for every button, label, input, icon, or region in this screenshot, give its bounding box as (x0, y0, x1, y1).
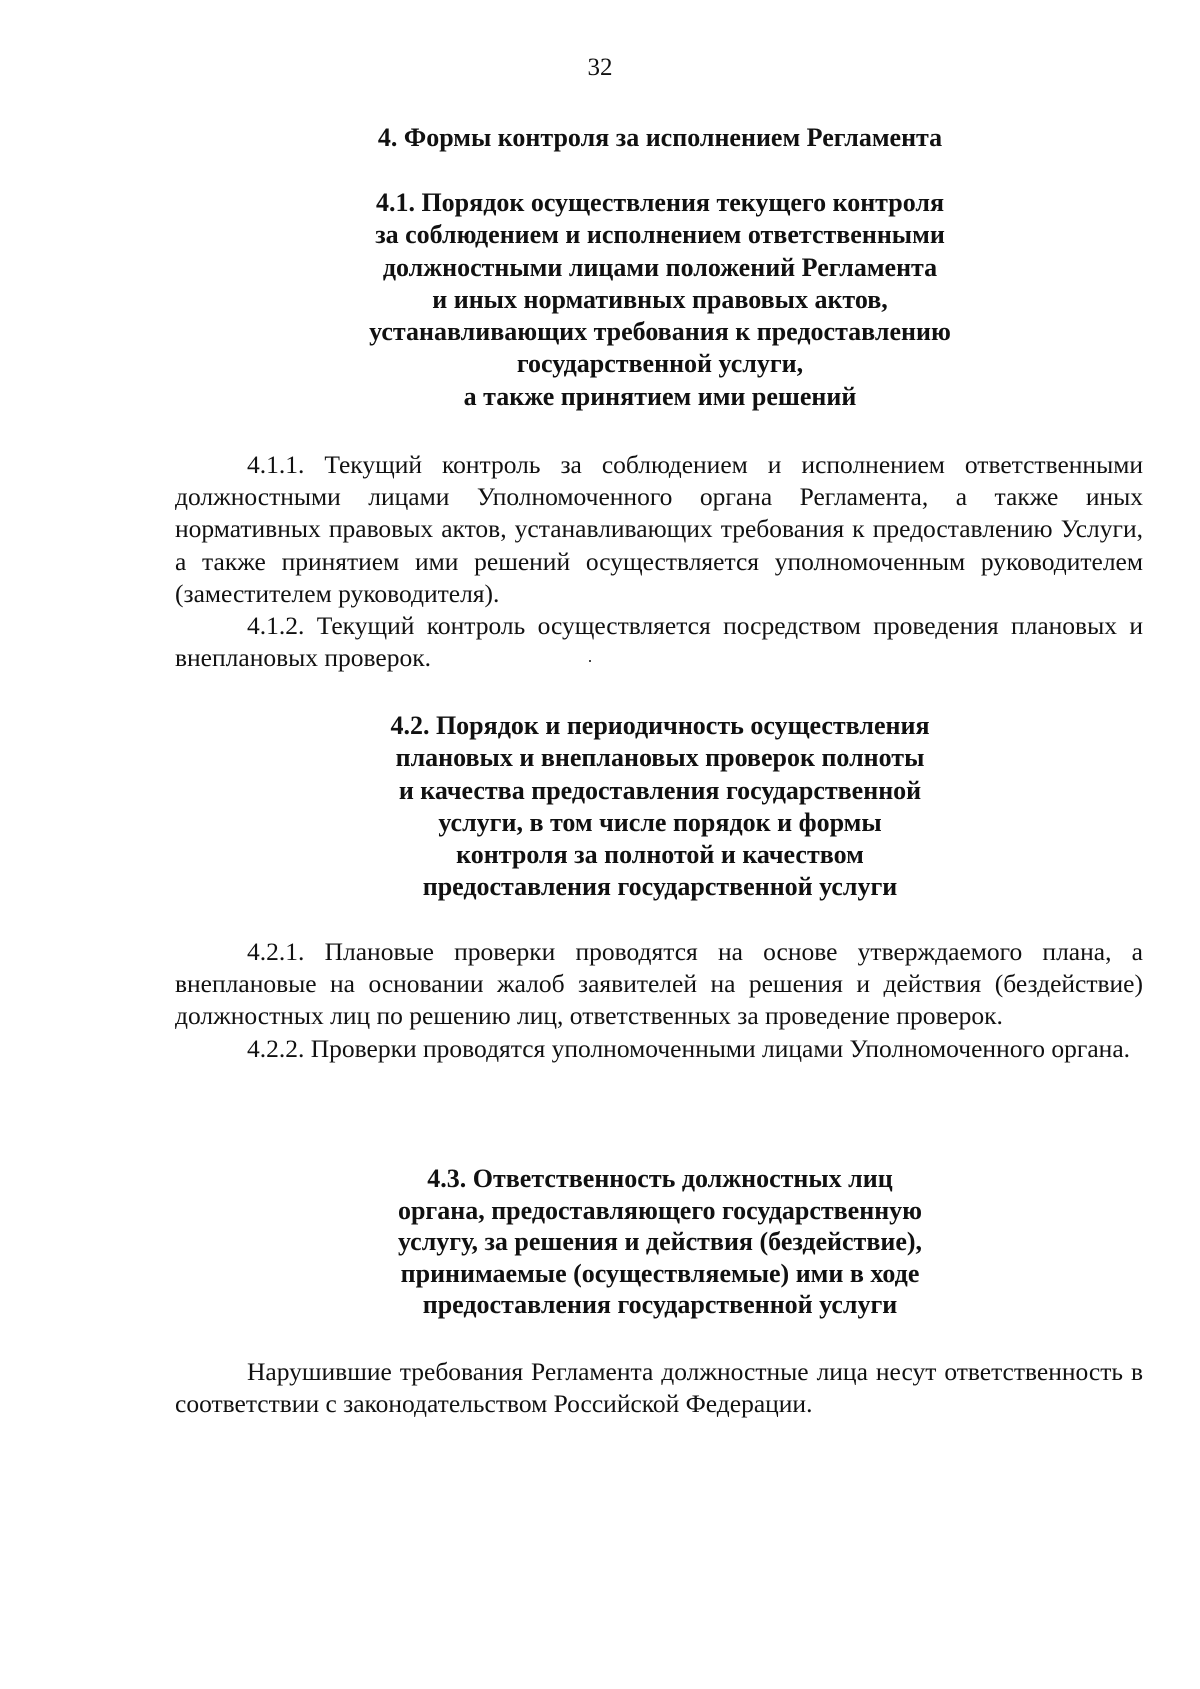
title-line: 4.3. Ответственность должностных лиц (427, 1164, 893, 1193)
title-line: и иных нормативных правовых актов, (432, 284, 888, 314)
subsection-4-2-body (175, 936, 1143, 1065)
title-line: услуги, в том числе порядок и формы (438, 807, 882, 837)
title-line: контроля за полнотой и качеством (456, 840, 864, 870)
scan-speck (589, 660, 591, 662)
paragraph-4-2-1: 4.2.1. Плановые проверки проводятся на основе утверждаемого плана, а внеплановые на основании жалоб заявителей на решения и действия (бездействие) должностных лиц по решению лиц, ответственных за проведение проверок. (175, 937, 1143, 1031)
section-title-text: 4. Формы контроля за исполнением Регламента (377, 123, 943, 152)
paragraph-4-1-1: 4.1.1. Текущий контроль за соблюдением и исполнением ответственными должностными лицами Уполномоченного органа Регламента, а также иных нормативных правовых актов, устанавливающих требования к предоставлению Услуги, а также принятием ими решений осуществляется уполномоченным руководителем (заместителем руководителя). (175, 450, 1143, 608)
title-line: органа, предоставляющего государственную (397, 1195, 923, 1225)
subsection-4-2-title (170, 710, 1150, 904)
paragraph-4-3: Нарушившие требования Регламента должностные лица несут ответственность в соответствии с законодательством Российской Федерации. (175, 1357, 1143, 1419)
title-line: услугу, за решения и действия (бездействие), (397, 1227, 923, 1256)
paragraph-4-1-2: 4.1.2. Текущий контроль осуществляется посредством проведения плановых и внеплановых проверок. (175, 611, 1143, 673)
title-line: предоставления государственной услуги (422, 872, 898, 902)
subsection-4-1-title (170, 187, 1150, 413)
title-line: предоставления государственной услуги (422, 1290, 898, 1319)
title-line: принимаемые (осуществляемые) ими в ходе (400, 1258, 920, 1288)
title-line: а также принятием ими решений (463, 381, 857, 411)
title-line: плановых и внеплановых проверок полноты (395, 743, 925, 773)
paragraph-4-2-2: 4.2.2. Проверки проводятся уполномоченными лицами Уполномоченного органа. (247, 1033, 1131, 1063)
title-line: государственной услуги, (516, 349, 804, 379)
title-line: 4.1. Порядок осуществления текущего контроля (375, 188, 945, 217)
title-line: и качества предоставления государственной (398, 775, 922, 805)
page-number: 32 (587, 54, 613, 81)
title-line: 4.2. Порядок и периодичность осуществления (390, 711, 930, 740)
subsection-4-1-body (175, 449, 1143, 674)
subsection-4-3-title (170, 1163, 1150, 1321)
title-line: устанавливающих требования к предоставлению (369, 317, 951, 347)
section-title (170, 121, 1150, 155)
title-line: должностными лицами положений Регламента (382, 252, 938, 282)
subsection-4-3-body (175, 1356, 1143, 1420)
title-line: за соблюдением и исполнением ответственными (375, 220, 945, 250)
